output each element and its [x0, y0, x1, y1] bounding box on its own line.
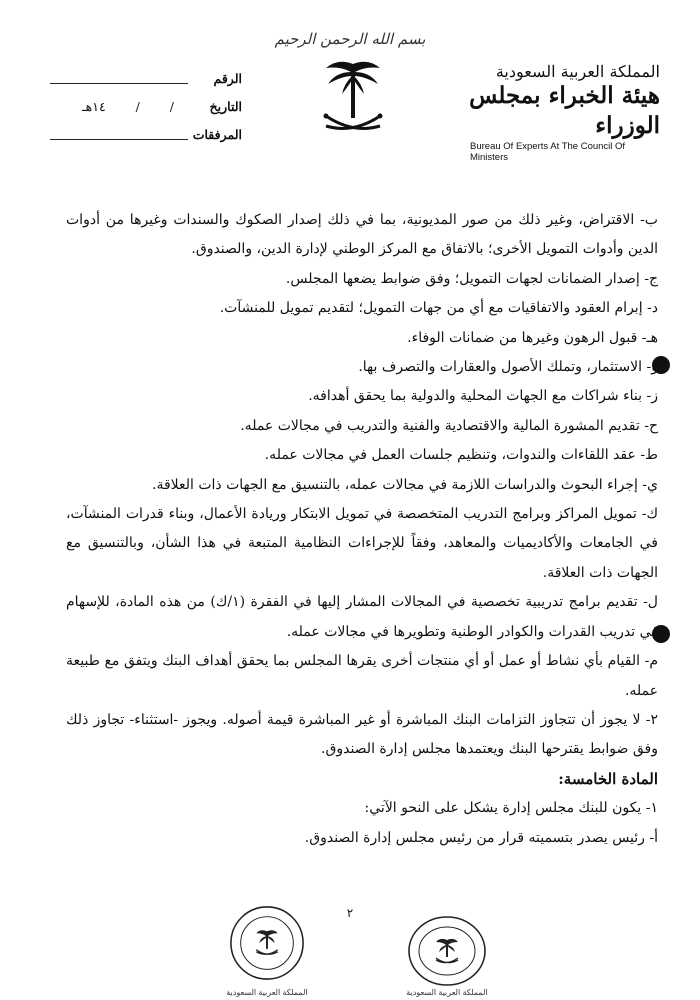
- stamp-right-caption: المملكة العربية السعودية: [406, 988, 488, 997]
- list-item-w: و- الاستثمار، وتملك الأصول والعقارات والتصرف بها.: [358, 359, 658, 376]
- list-item-ha: ح- تقديم المشورة المالية والاقتصادية والفنية والتدريب في مجالات عمله.: [240, 417, 658, 434]
- official-stamp-left-icon: [228, 904, 306, 982]
- article-title: المادة الخامسة:: [558, 769, 658, 788]
- stamp-left-caption: المملكة العربية السعودية: [226, 988, 308, 997]
- list-item-la: ل- تقديم برامج تدريبية تخصصية في المجالات المشار إليها في الفقرة (١/ك) من هذه المادة، للإسهام في تدريب القدرات والكوادر الوطنية وتطويرها في مجالات عمله.: [66, 594, 658, 640]
- org-name-arabic: هيئة الخبراء بمجلس الوزراء: [469, 82, 660, 139]
- date-sep-2: /: [135, 98, 140, 114]
- clause-2: ٢- لا يجوز أن تتجاوز التزامات البنك المباشرة أو غير المباشرة قيمة أصوله. ويجوز -استثناء- تجاوز ذلك وفق ضوابط يقترحها البنك ويعتمدها مجلس إدارة الصندوق.: [66, 711, 658, 758]
- list-item-ya: ي- إجراء البحوث والدراسات اللازمة في مجالات عمله، بالتنسيق مع الجهات ذات العلاقة.: [152, 476, 658, 493]
- organization-header: [430, 62, 660, 163]
- date-field: [42, 92, 242, 120]
- list-item-j: ج- إصدار الضمانات لجهات التمويل؛ وفق ضوابط يضعها المجلس.: [285, 270, 658, 287]
- list-item-ka: ك- تمويل المراكز وبرامج التدريب المتخصصة في تمويل الابتكار وريادة الأعمال، وبناء قدرات المنشآت، في الجامعات والأكاديميات والمعاهد، وفقاً للإجراءات النظامية المتبعة في هذا الشأن، وبالتنسيق مع الجهات ذات العلاقة.: [66, 506, 658, 581]
- attachments-line: [50, 129, 188, 140]
- basmala: بسم الله الرحمن الرحيم: [274, 30, 426, 48]
- number-field: [42, 64, 242, 92]
- attachments-field: [42, 120, 242, 148]
- org-country: المملكة العربية السعودية: [495, 62, 660, 81]
- reference-fields: [42, 64, 242, 148]
- saudi-emblem-icon: [318, 54, 388, 144]
- list-item-ma: م- القيام بأي نشاط أو عمل أو أي منتجات أخرى يقرها المجلس بما يحقق أهداف البنك ويتفق مع طبيعة عمله.: [66, 653, 658, 699]
- list-item-b: ب- الاقتراض، وغير ذلك من صور المديونية، بما في ذلك إصدار الصكوك والسندات وغيرها من أدوات الدين وأدوات التمويل الأخرى؛ بالاتفاق مع المركز الوطني لإدارة الدين، والصندوق.: [66, 212, 658, 258]
- official-stamp-right-icon: [406, 914, 488, 988]
- date-placeholder: [42, 99, 188, 114]
- date-sep-1: /: [169, 98, 174, 114]
- date-suffix: ١٤هـ: [82, 98, 106, 114]
- list-item-z: ز- بناء شراكات مع الجهات المحلية والدولية بما يحقق أهدافه.: [308, 388, 658, 405]
- list-item-d: د- إبرام العقود والاتفاقيات مع أي من جهات التمويل؛ لتقديم تمويل للمنشآت.: [219, 300, 658, 317]
- list-item-ta: ط- عقد اللقاءات والندوات، وتنظيم جلسات العمل في مجالات عمله.: [264, 447, 658, 464]
- page-number: ٢: [346, 906, 354, 920]
- org-name-english: Bureau Of Experts At The Council Of Ministers: [470, 141, 626, 163]
- number-line: [50, 73, 188, 84]
- date-label: التاريخ: [209, 98, 242, 114]
- article-clause-1: ١- يكون للبنك مجلس إدارة يشكل على النحو الآتي:: [364, 800, 658, 817]
- number-label: الرقم: [213, 70, 242, 86]
- document-body: [66, 206, 658, 853]
- article-item-a: أ- رئيس يصدر بتسميته قرار من رئيس مجلس إدارة الصندوق.: [304, 829, 658, 846]
- attachments-label: المرفقات: [192, 126, 242, 142]
- list-item-h: هـ- قبول الرهون وغيرها من ضمانات الوفاء.: [407, 329, 658, 346]
